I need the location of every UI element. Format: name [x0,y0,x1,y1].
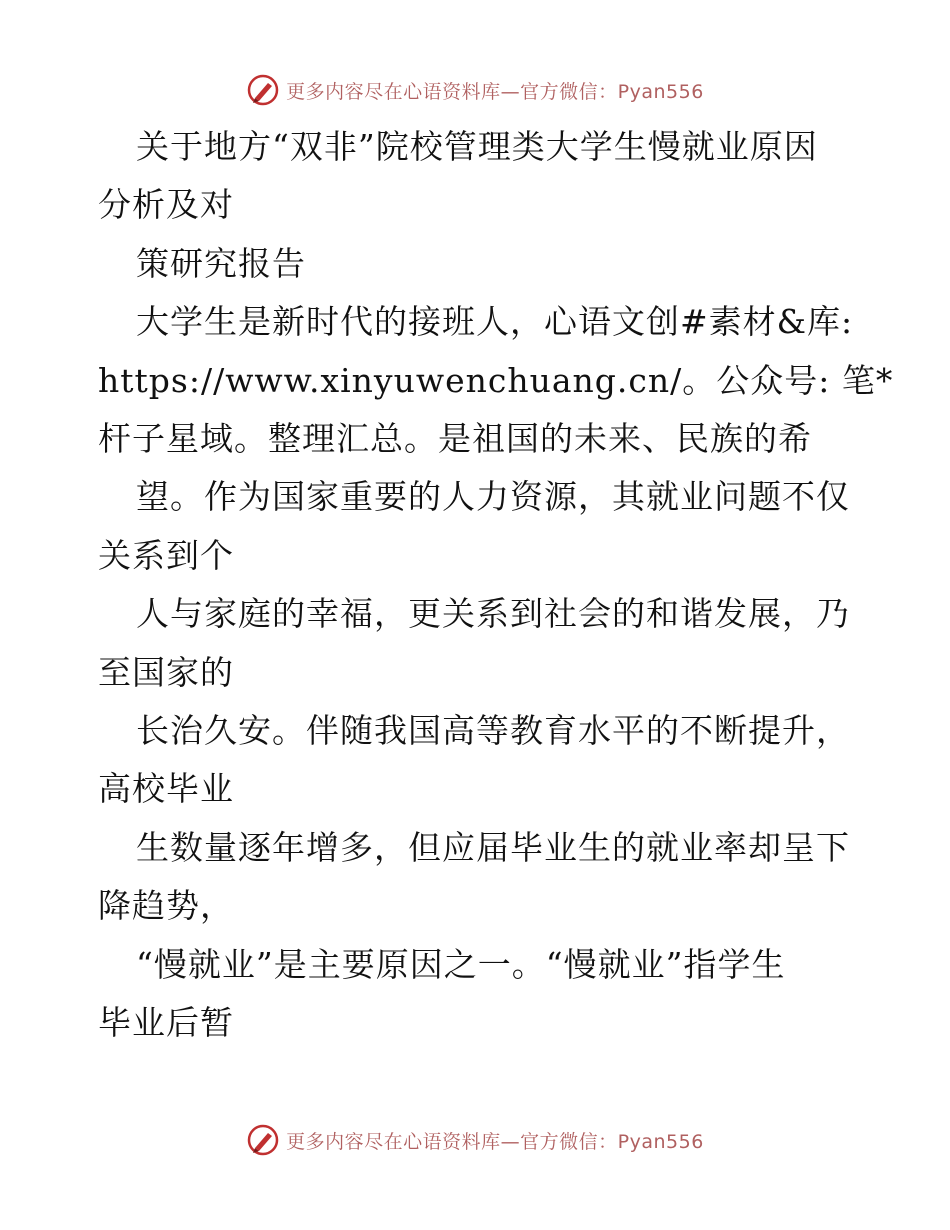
header-banner [0,70,950,110]
body-line: 降趋势， [98,886,234,926]
body-line: 望。作为国家重要的人力资源，其就业问题不仅 [136,477,850,517]
footer-banner [0,1120,950,1160]
body-line: 关于地方“双非”院校管理类大学生慢就业原因 [136,127,818,166]
body-line: 毕业后暂 [98,1003,234,1043]
pen-logo-icon [246,73,280,107]
body-line: 至国家的 [98,652,234,692]
body-line: 人与家庭的幸福，更关系到社会的和谐发展，乃 [136,594,850,634]
body-line: 生数量逐年增多，但应届毕业生的就业率却呈下 [136,827,850,867]
body-line: 长治久安。伴随我国高等教育水平的不断提升， [136,711,850,751]
body-line: 高校毕业 [98,769,234,809]
pen-logo-icon [246,1123,280,1157]
body-line: https://www.xinyuwenchuang.cn/。公众号: 笔* [98,360,894,400]
body-line: 杆子星域。整理汇总。是祖国的未来、民族的希 [98,419,812,459]
document-body [98,118,894,1053]
body-line: 策研究报告 [136,243,306,283]
header-banner-text: 更多内容尽在心语资料库—官方微信：Pyan556 [286,80,704,103]
body-line: 关系到个 [98,535,234,575]
body-line: 大学生是新时代的接班人，心语文创#素材&库: [136,302,854,342]
body-line: “慢就业”是主要原因之一。“慢就业”指学生 [136,944,786,984]
footer-banner-text: 更多内容尽在心语资料库—官方微信：Pyan556 [286,1130,704,1153]
body-line: 分析及对 [98,185,234,225]
